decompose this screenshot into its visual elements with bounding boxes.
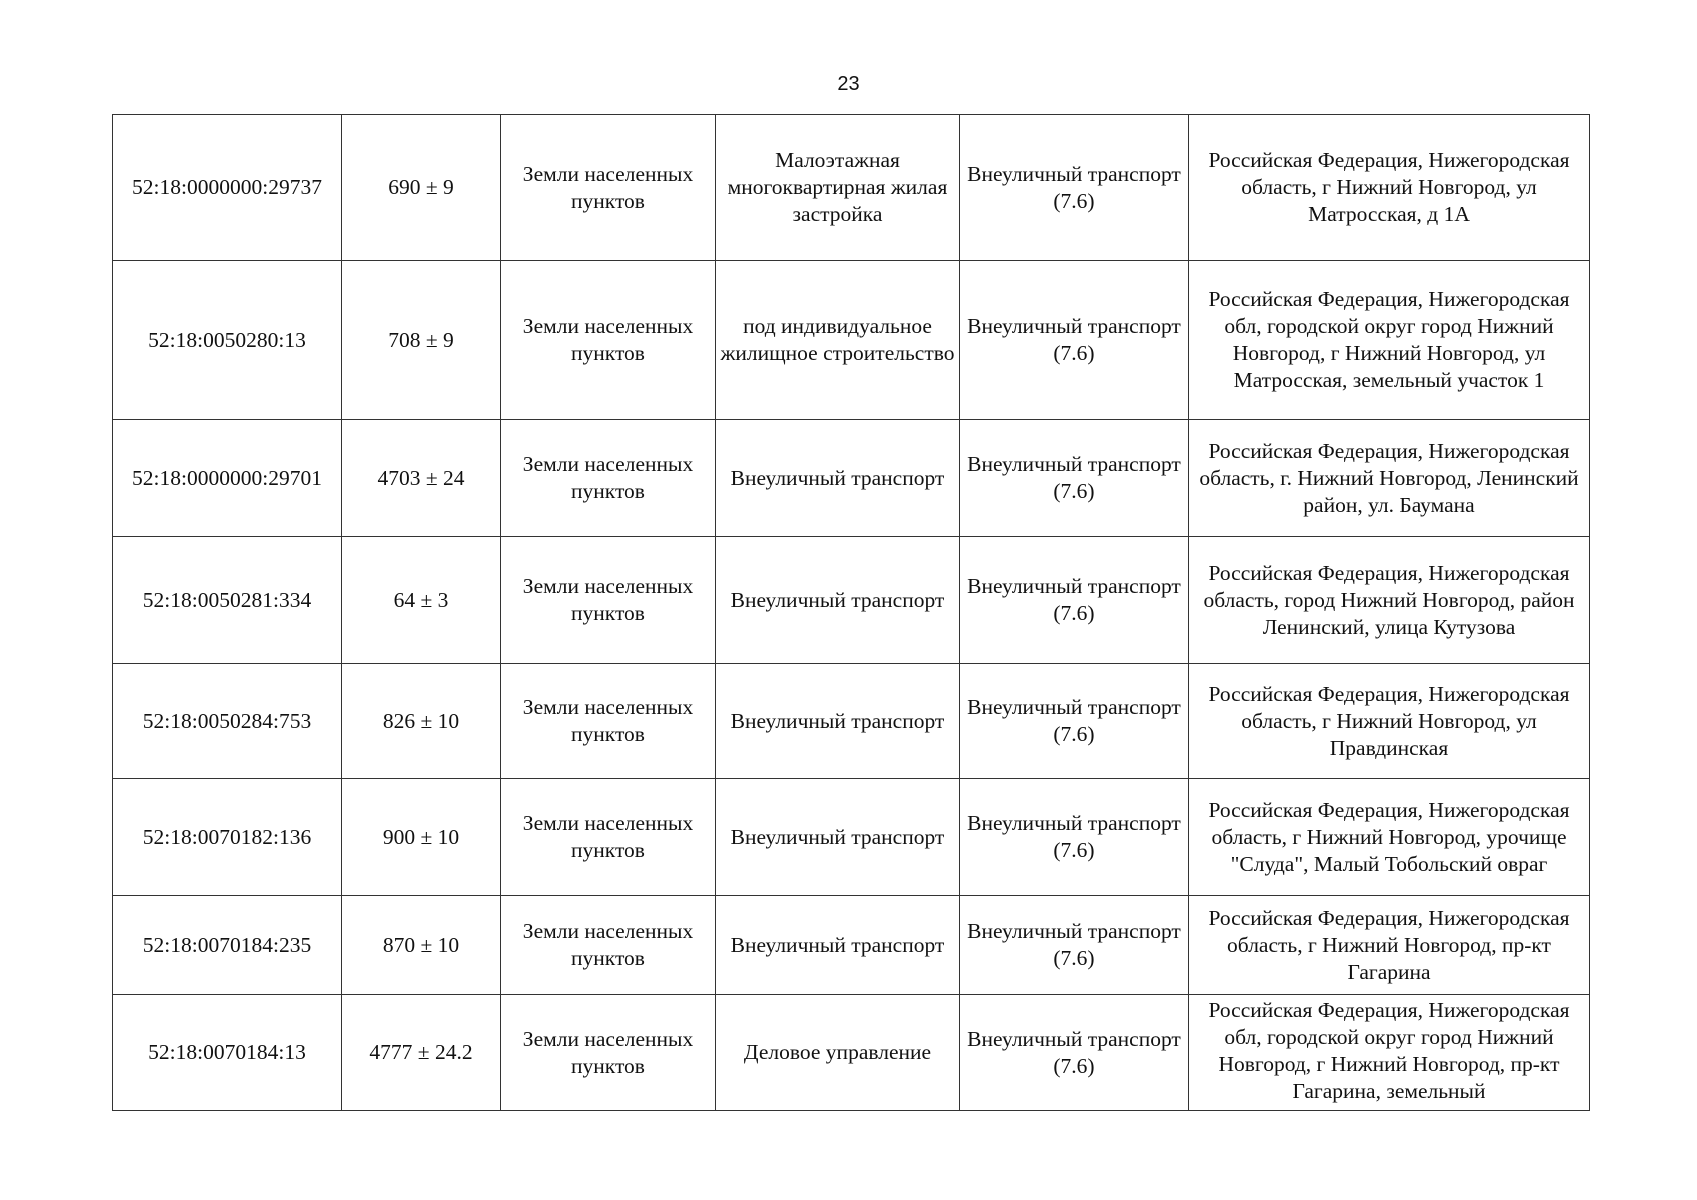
permitted-use-cell: Внеуличный транспорт [716, 896, 960, 995]
target-use-cell: Внеуличный транспорт (7.6) [960, 995, 1189, 1111]
table-row [113, 115, 1590, 261]
land-category-cell: Земли населенных пунктов [501, 779, 716, 896]
address-cell: Российская Федерация, Нижегородская область, г Нижний Новгород, урочище "Слуда", Малый Тобольский овраг [1189, 779, 1590, 896]
target-use-cell: Внеуличный транспорт (7.6) [960, 664, 1189, 779]
permitted-use-cell: Малоэтажная многоквартирная жилая застройка [716, 115, 960, 261]
permitted-use-cell: Внеуличный транспорт [716, 420, 960, 537]
area-cell: 900 ± 10 [342, 779, 501, 896]
permitted-use-cell: Деловое управление [716, 995, 960, 1111]
address-cell: Российская Федерация, Нижегородская область, г Нижний Новгород, ул Матросская, д 1А [1189, 115, 1590, 261]
address-cell: Российская Федерация, Нижегородская область, г Нижний Новгород, ул Правдинская [1189, 664, 1590, 779]
area-cell: 64 ± 3 [342, 537, 501, 664]
land-category-cell: Земли населенных пунктов [501, 115, 716, 261]
target-use-cell: Внеуличный транспорт (7.6) [960, 896, 1189, 995]
table-row [113, 420, 1590, 537]
area-cell: 4703 ± 24 [342, 420, 501, 537]
land-category-cell: Земли населенных пунктов [501, 537, 716, 664]
cadastral-number-cell: 52:18:0000000:29701 [113, 420, 342, 537]
table-row [113, 664, 1590, 779]
table-row [113, 779, 1590, 896]
target-use-cell: Внеуличный транспорт (7.6) [960, 779, 1189, 896]
table-row [113, 261, 1590, 420]
cadastral-number-cell: 52:18:0050280:13 [113, 261, 342, 420]
area-cell: 870 ± 10 [342, 896, 501, 995]
area-cell: 690 ± 9 [342, 115, 501, 261]
target-use-cell: Внеуличный транспорт (7.6) [960, 115, 1189, 261]
address-cell: Российская Федерация, Нижегородская область, г. Нижний Новгород, Ленинский район, ул. Баумана [1189, 420, 1590, 537]
cadastral-number-cell: 52:18:0070184:13 [113, 995, 342, 1111]
cadastral-number-cell: 52:18:0050284:753 [113, 664, 342, 779]
area-cell: 4777 ± 24.2 [342, 995, 501, 1111]
table-row [113, 537, 1590, 664]
permitted-use-cell: Внеуличный транспорт [716, 537, 960, 664]
permitted-use-cell: Внеуличный транспорт [716, 664, 960, 779]
address-cell [1189, 995, 1590, 1111]
table-row [113, 896, 1590, 995]
address-cell: Российская Федерация, Нижегородская область, город Нижний Новгород, район Ленинский, улица Кутузова [1189, 537, 1590, 664]
land-category-cell: Земли населенных пунктов [501, 420, 716, 537]
permitted-use-cell: под индивидуальное жилищное строительство [716, 261, 960, 420]
land-category-cell: Земли населенных пунктов [501, 896, 716, 995]
area-cell: 826 ± 10 [342, 664, 501, 779]
area-cell: 708 ± 9 [342, 261, 501, 420]
land-category-cell: Земли населенных пунктов [501, 664, 716, 779]
page-number: 23 [837, 73, 860, 95]
address-text: Российская Федерация, Нижегородская обл, городской округ город Нижний Новгород, г Нижний Новгород, пр-кт Гагарина, земельный [1208, 998, 1570, 1103]
cadastral-number-cell: 52:18:0070182:136 [113, 779, 342, 896]
address-cell: Российская Федерация, Нижегородская обл, городской округ город Нижний Новгород, г Нижний Новгород, ул Матросская, земельный участок 1 [1189, 261, 1590, 420]
land-plots-table [112, 114, 1590, 1111]
land-category-cell: Земли населенных пунктов [501, 995, 716, 1111]
permitted-use-cell: Внеуличный транспорт [716, 779, 960, 896]
target-use-cell: Внеуличный транспорт (7.6) [960, 537, 1189, 664]
target-use-cell: Внеуличный транспорт (7.6) [960, 261, 1189, 420]
cadastral-number-cell: 52:18:0050281:334 [113, 537, 342, 664]
cadastral-number-cell: 52:18:0000000:29737 [113, 115, 342, 261]
land-category-cell: Земли населенных пунктов [501, 261, 716, 420]
target-use-cell: Внеуличный транспорт (7.6) [960, 420, 1189, 537]
cadastral-number-cell: 52:18:0070184:235 [113, 896, 342, 995]
table-row [113, 995, 1590, 1111]
address-cell: Российская Федерация, Нижегородская область, г Нижний Новгород, пр-кт Гагарина [1189, 896, 1590, 995]
